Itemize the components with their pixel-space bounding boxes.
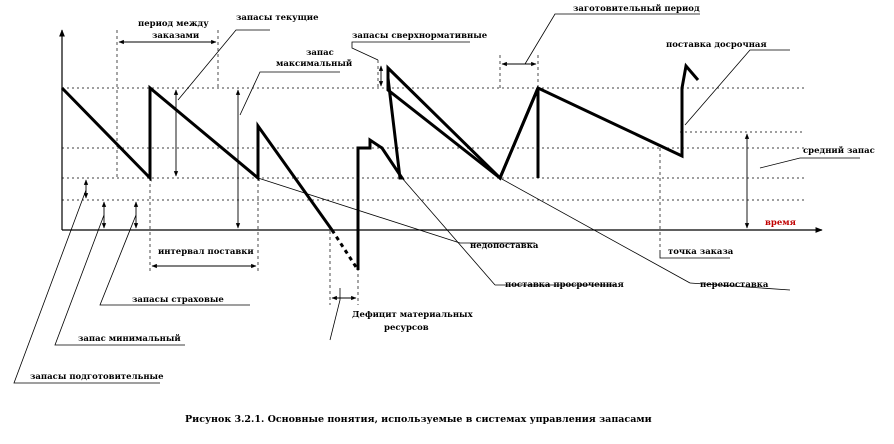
- leader-lines: [14, 14, 860, 383]
- label-min-stock: запас минимальный: [78, 334, 181, 344]
- deficit-curve: [332, 230, 358, 270]
- label-deficit-1: Дефицит материальных: [352, 310, 473, 320]
- label-safety-stock: запасы страховые: [132, 295, 224, 305]
- label-order-point: точка заказа: [668, 247, 734, 257]
- label-delivery-interval: интервал поставки: [158, 247, 254, 257]
- label-stock-max-2: максимальный: [276, 59, 353, 69]
- level-lines: [62, 88, 805, 200]
- label-period-between-orders-2: заказами: [152, 31, 200, 41]
- figure-caption: Рисунок 3.2.1. Основные понятия, используемые в системах управления запасами: [185, 414, 652, 425]
- label-stock-max-1: запас: [306, 48, 334, 58]
- stock-level-curve: [62, 88, 332, 230]
- label-early-delivery: поставка досрочная: [666, 40, 767, 50]
- label-average-stock: средний запас: [803, 146, 875, 156]
- thin-diagonals: [258, 178, 790, 290]
- label-deficit-2: ресурсов: [384, 323, 429, 333]
- label-stock-above-norm: запасы сверхнормативные: [352, 31, 488, 41]
- label-overdelivery: перепоставка: [700, 280, 769, 290]
- label-late-delivery: поставка просроченная: [505, 280, 624, 290]
- label-underdelivery: недопоставка: [470, 241, 539, 251]
- stock-level-curve-2: [358, 66, 698, 270]
- label-prep-stock: запасы подготовительные: [30, 372, 164, 382]
- label-stock-current: запасы текущие: [236, 13, 319, 23]
- label-period-between-orders-1: период между: [138, 19, 209, 29]
- label-prep-period: заготовительный период: [573, 4, 700, 14]
- stock-level-curve-3: [388, 68, 538, 178]
- label-time-axis: время: [765, 218, 796, 228]
